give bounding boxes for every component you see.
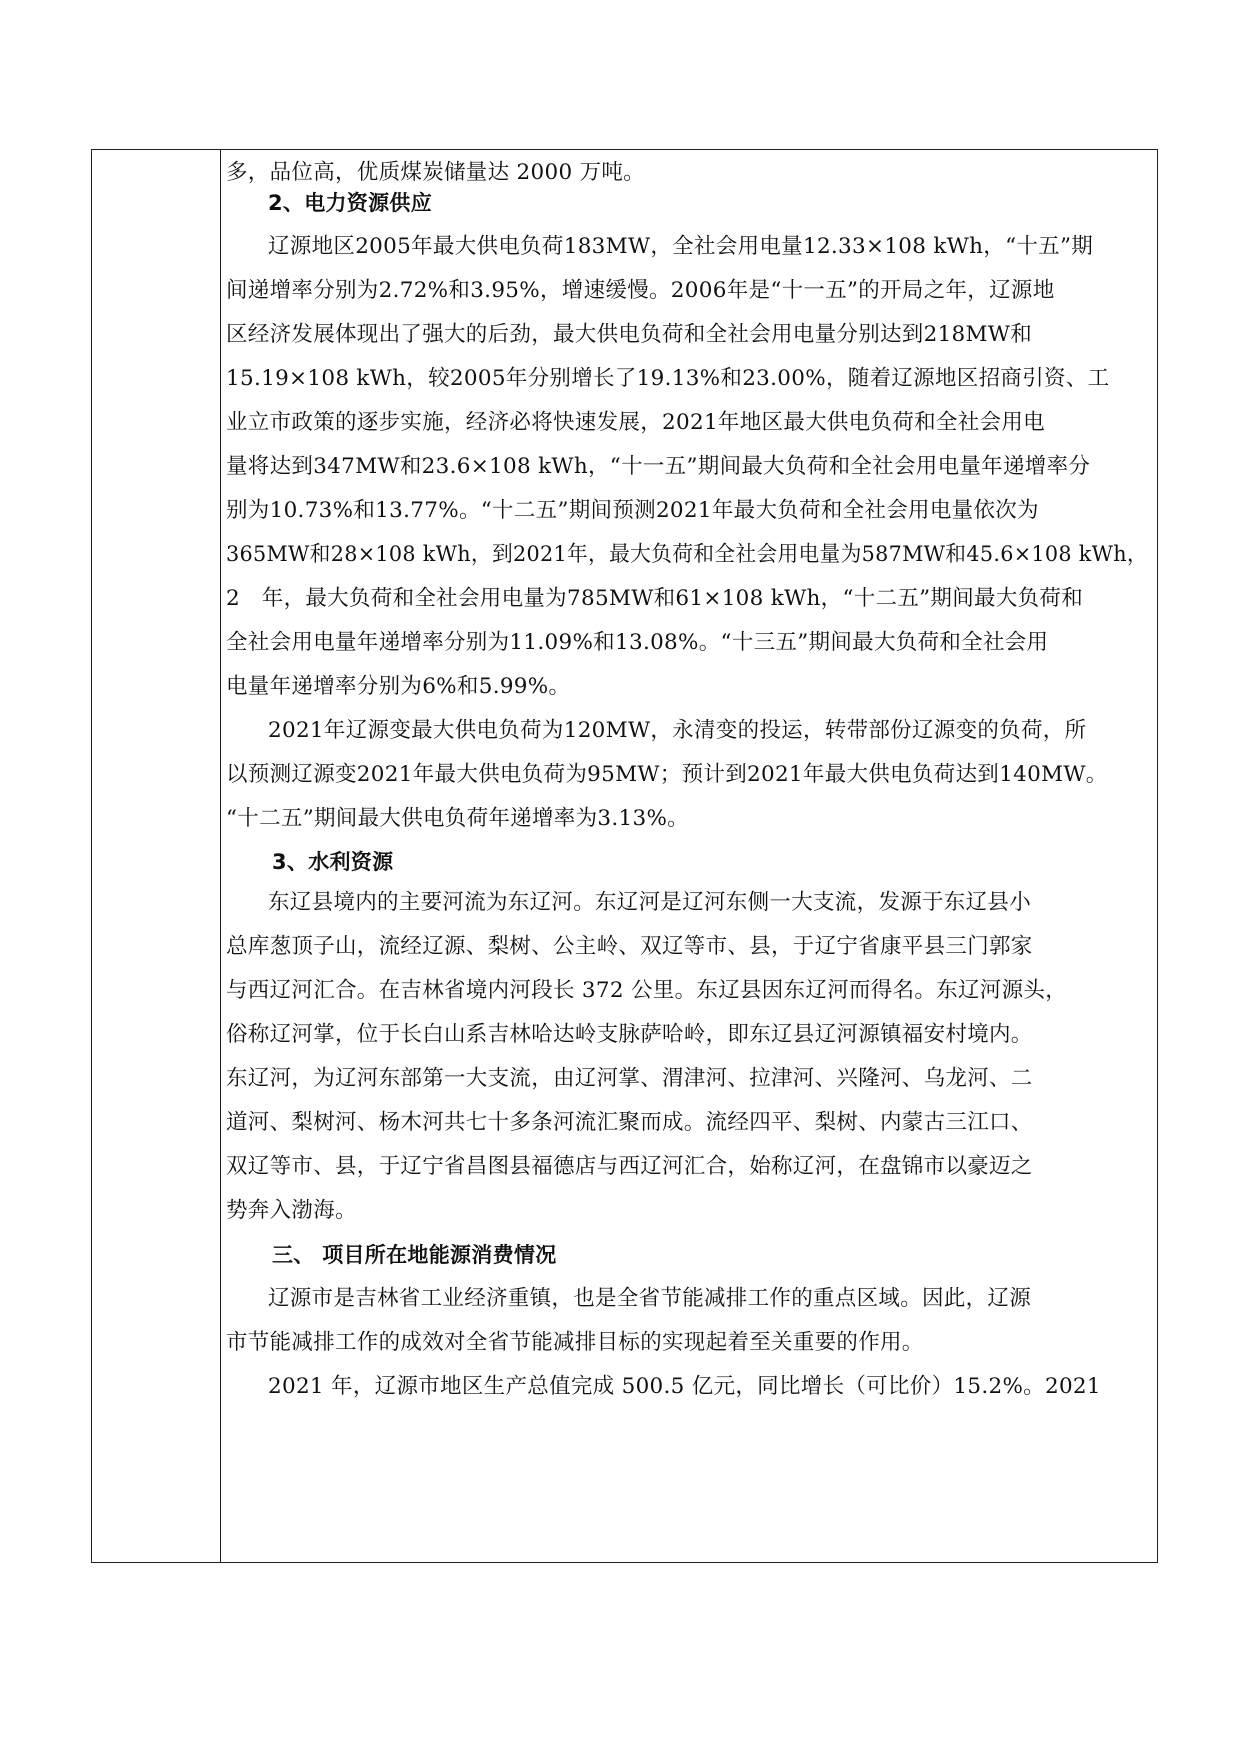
text-line: 2 年，最大负荷和全社会用电量为785MW和61×108 kWh，“十二五”期间最大负荷和 [226, 586, 1084, 611]
text-line: 业立市政策的逐步实施，经济必将快速发展，2021年地区最大供电负荷和全社会用电 [226, 410, 1045, 435]
section-heading: 三、 项目所在地能源消费情况 [272, 1243, 557, 1267]
text-line: 辽源地区2005年最大供电负荷183MW，全社会用电量12.33×108 kWh，“十五”期 [268, 234, 1094, 259]
text-line: 2021 年，辽源市地区生产总值完成 500.5 亿元，同比增长（可比价）15.2%。2021 [268, 1374, 1101, 1399]
text-line: 双辽等市、县，于辽宁省昌图县福德店与西辽河汇合，始称辽河，在盘锦市以豪迈之 [226, 1154, 1033, 1179]
text-line: 辽源市是吉林省工业经济重镇，也是全省节能减排工作的重点区域。因此，辽源 [268, 1286, 1032, 1311]
text-line: 量将达到347MW和23.6×108 kWh，“十一五”期间最大负荷和全社会用电量年递增率分 [226, 454, 1091, 479]
text-line: “十二五”期间最大供电负荷年递增率为3.13%。 [226, 806, 689, 831]
content-cell [226, 150, 1148, 1562]
table-frame [91, 149, 1158, 1563]
label-column [92, 150, 221, 1562]
text-line: 与西辽河汇合。在吉林省境内河段长 372 公里。东辽县因东辽河而得名。东辽河源头， [226, 978, 1068, 1003]
text-line: 多，品位高，优质煤炭储量达 2000 万吨。 [226, 160, 645, 185]
text-line: 15.19×108 kWh，较2005年分别增长了19.13%和23.00%，随着辽源地区招商引资、工 [226, 366, 1110, 391]
text-line: 市节能减排工作的成效对全省节能减排目标的实现起着至关重要的作用。 [226, 1330, 924, 1355]
text-line: 区经济发展体现出了强大的后劲，最大供电负荷和全社会用电量分别达到218MW和 [226, 322, 1033, 347]
section-heading: 2、电力资源供应 [268, 191, 433, 215]
text-line: 间递增率分别为2.72%和3.95%，增速缓慢。2006年是“十一五”的开局之年，辽源地 [226, 278, 1055, 303]
text-line: 势奔入渤海。 [226, 1198, 357, 1223]
text-line: 以预测辽源变2021年最大供电负荷为95MW；预计到2021年最大供电负荷达到140MW。 [226, 762, 1108, 787]
text-line: 365MW和28×108 kWh，到2021年，最大负荷和全社会用电量为587MW和45.6×108 kWh， [226, 542, 1148, 567]
text-line: 总库葱顶子山，流经辽源、梨树、公主岭、双辽等市、县，于辽宁省康平县三门郭家 [226, 934, 1033, 959]
text-line: 道河、梨树河、杨木河共七十多条河流汇聚而成。流经四平、梨树、内蒙古三江口、 [226, 1110, 1033, 1135]
text-line: 别为10.73%和13.77%。“十二五”期间预测2021年最大负荷和全社会用电量依次为 [226, 498, 1039, 523]
text-line: 东辽河，为辽河东部第一大支流，由辽河掌、渭津河、拉津河、兴隆河、乌龙河、二 [226, 1066, 1033, 1091]
text-line: 电量年递增率分别为6%和5.99%。 [226, 674, 571, 699]
text-line: 俗称辽河掌，位于长白山系吉林哈达岭支脉萨哈岭，即东辽县辽河源镇福安村境内。 [226, 1022, 1033, 1047]
text-line: 东辽县境内的主要河流为东辽河。东辽河是辽河东侧一大支流，发源于东辽县小 [268, 890, 1032, 915]
text-line: 全社会用电量年递增率分别为11.09%和13.08%。“十三五”期间最大负荷和全社会用 [226, 630, 1049, 655]
text-line: 2021年辽源变最大供电负荷为120MW，永清变的投运，转带部份辽源变的负荷，所 [268, 718, 1087, 743]
section-heading: 3、水利资源 [272, 850, 394, 874]
